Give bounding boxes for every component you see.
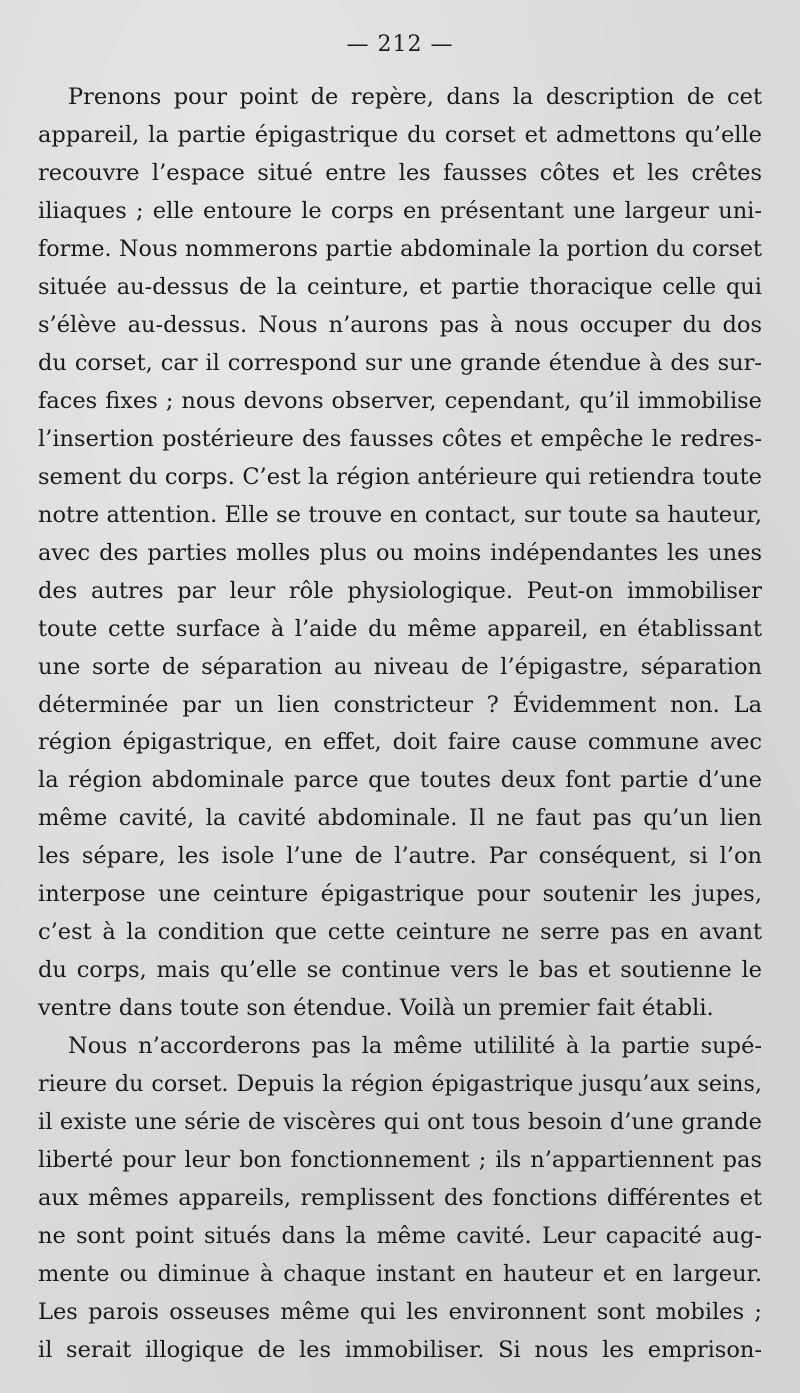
text-line: recouvre l’espace situé entre les fausses côtes et les crêtes — [38, 159, 762, 186]
text-line: notre attention. Elle se trouve en contact, sur toute sa hauteur, — [38, 501, 762, 528]
body-text — [38, 79, 762, 1370]
text-line: Nous n’accorderons pas la même utililité à la partie supé- — [68, 1033, 762, 1060]
text-line: déterminée par un lien constricteur ? Évidemment non. La — [38, 691, 762, 718]
paragraph-1 — [38, 79, 762, 1028]
text-line: même cavité, la cavité abdominale. Il ne faut pas qu’un lien — [38, 805, 762, 832]
text-line: région épigastrique, en effet, doit faire cause commune avec — [38, 729, 762, 756]
text-line: faces fixes ; nous devons observer, cependant, qu’il immobilise — [38, 387, 762, 414]
text-line: il serait illogique de les immobiliser. Si nous les emprison- — [38, 1336, 762, 1363]
text-line: rieure du corset. Depuis la région épigastrique jusqu’aux seins, — [38, 1071, 762, 1098]
text-line: liberté pour leur bon fonctionnement ; ils n’appartiennent pas — [38, 1147, 762, 1174]
text-line: ventre dans toute son étendue. Voilà un premier fait établi. — [38, 995, 714, 1022]
page-number: — 212 — — [346, 32, 454, 57]
text-line: l’insertion postérieure des fausses côtes et empêche le redres- — [38, 425, 762, 452]
text-line: les sépare, les isole l’une de l’autre. Par conséquent, si l’on — [38, 843, 762, 870]
text-line: forme. Nous nommerons partie abdominale la portion du corset — [38, 235, 762, 262]
text-line: appareil, la partie épigastrique du corset et admettons qu’elle — [38, 121, 762, 148]
text-line: des autres par leur rôle physiologique. Peut-on immobiliser — [38, 577, 762, 604]
text-line: interpose une ceinture épigastrique pour soutenir les jupes, — [38, 881, 762, 908]
text-line: la région abdominale parce que toutes deux font partie d’une — [38, 767, 762, 794]
text-line: aux mêmes appareils, remplissent des fonctions différentes et — [38, 1185, 762, 1212]
text-line: toute cette surface à l’aide du même appareil, en établissant — [38, 615, 762, 642]
text-line: s’élève au-dessus. Nous n’aurons pas à nous occuper du dos — [38, 311, 762, 338]
text-line: c’est à la condition que cette ceinture ne serre pas en avant — [38, 919, 762, 946]
text-line: mente ou diminue à chaque instant en hauteur et en largeur. — [38, 1261, 762, 1288]
text-line: avec des parties molles plus ou moins indépendantes les unes — [38, 539, 762, 566]
text-line: ne sont point situés dans la même cavité. Leur capacité aug- — [38, 1223, 762, 1250]
text-line: du corps, mais qu’elle se continue vers le bas et soutienne le — [38, 957, 762, 984]
text-line: située au-dessus de la ceinture, et partie thoracique celle qui — [38, 273, 762, 300]
text-line: il existe une série de viscères qui ont tous besoin d’une grande — [38, 1109, 762, 1136]
text-line: iliaques ; elle entoure le corps en présentant une largeur uni- — [38, 197, 762, 224]
text-line: Prenons pour point de repère, dans la description de cet — [68, 84, 762, 110]
text-line: du corset, car il correspond sur une grande étendue à des sur- — [38, 349, 762, 376]
text-line: une sorte de séparation au niveau de l’épigastre, séparation — [38, 653, 762, 680]
paragraph-2 — [38, 1028, 762, 1370]
text-line: Les parois osseuses même qui les environnent sont mobiles ; — [38, 1299, 762, 1325]
text-line: sement du corps. C’est la région antérieure qui retiendra toute — [38, 463, 762, 490]
